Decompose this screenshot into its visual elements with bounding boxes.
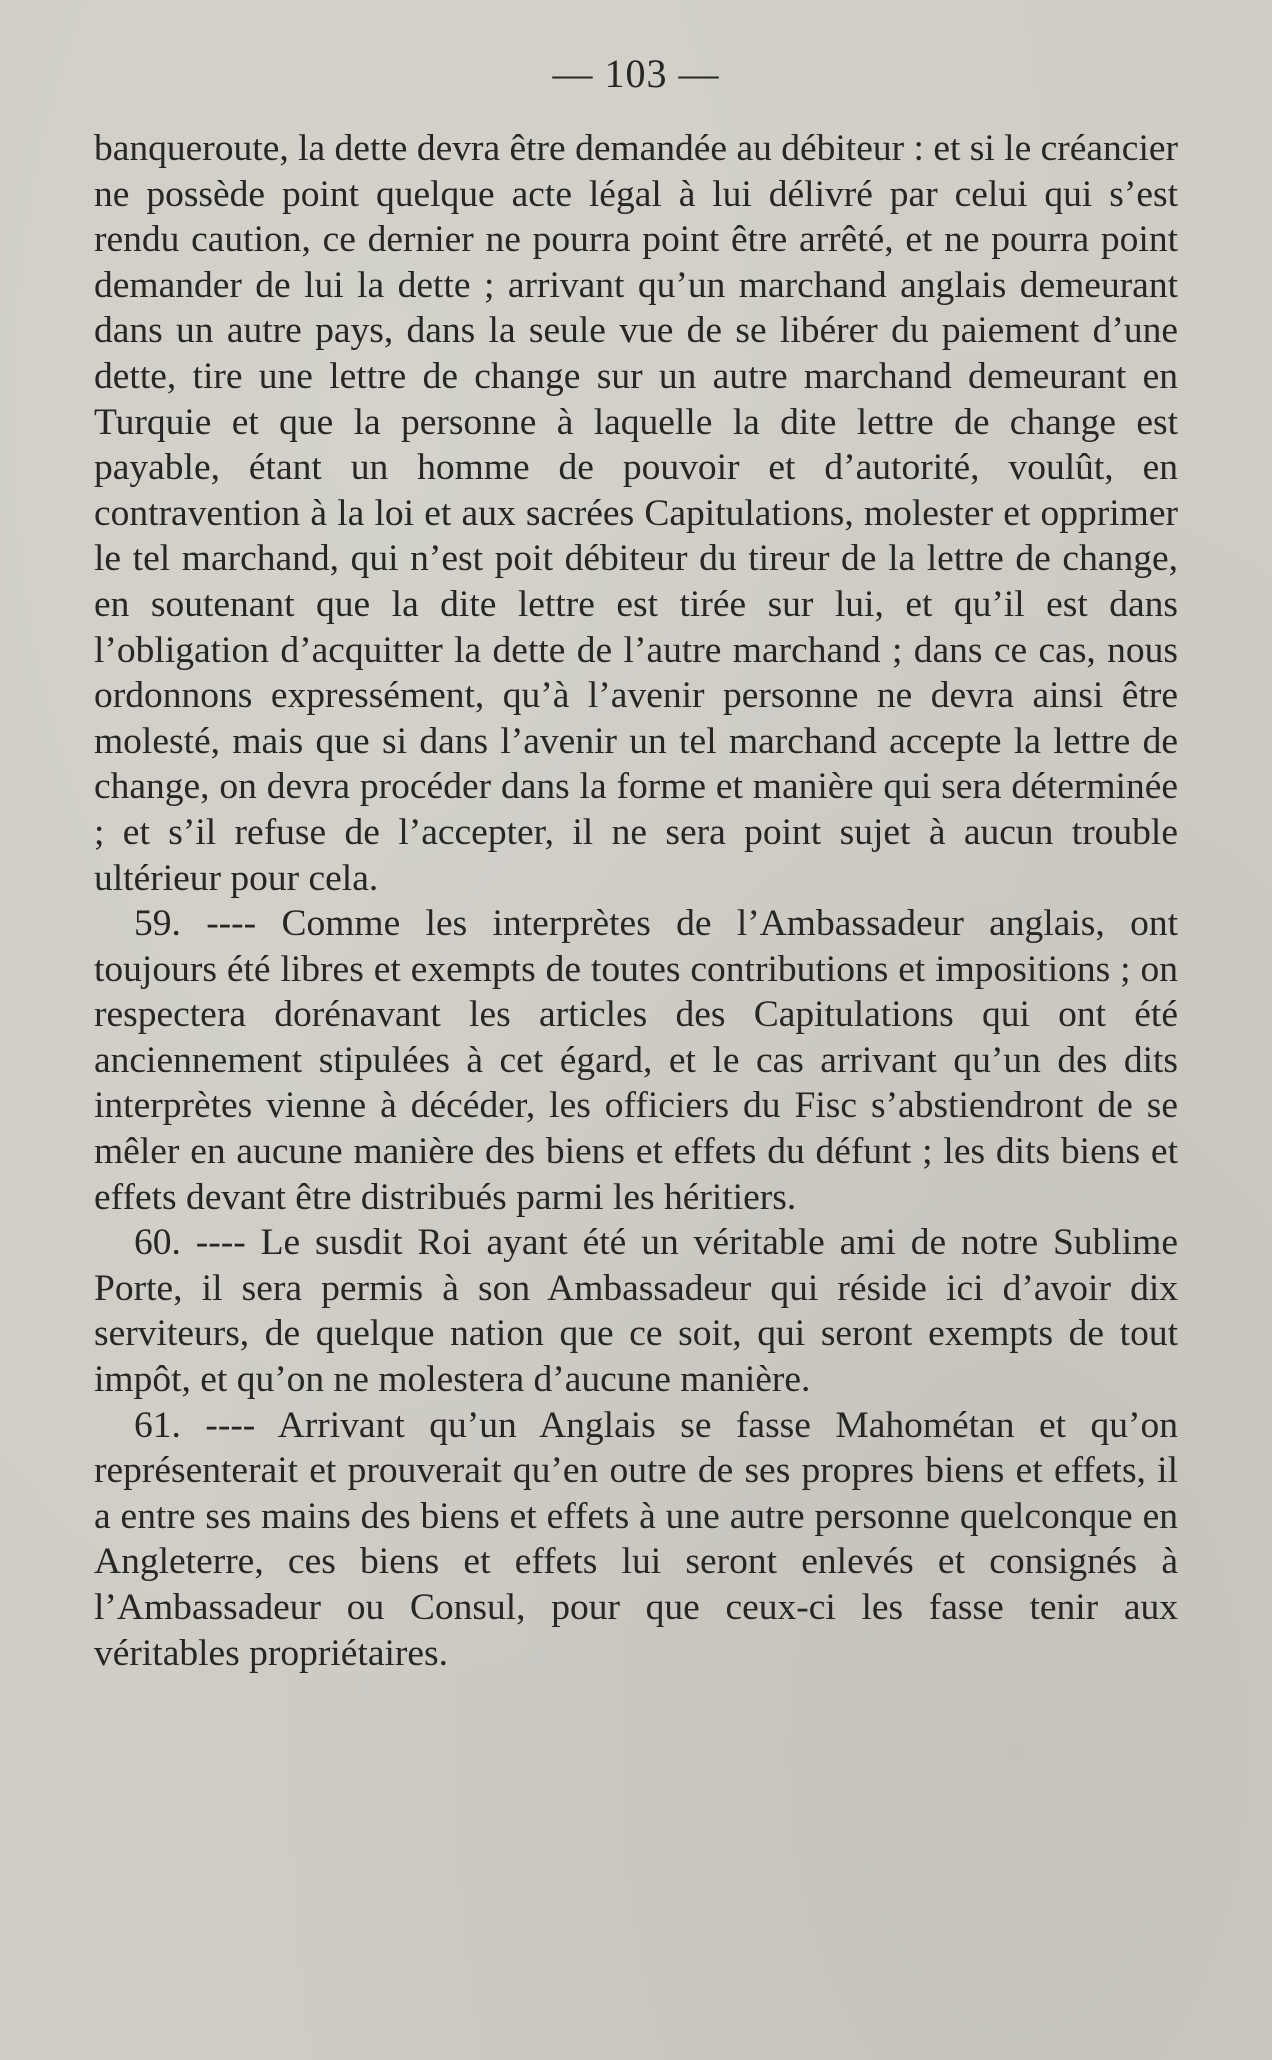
article-60: 60. ---- Le susdit Roi ayant été un véritable ami de notre Sublime Porte, il sera permis à son Ambassadeur qui réside ici d’avoir dix serviteurs, de quelque nation que ce soit, qui seront exempts de tout impôt, et qu’on ne molestera d’aucune manière. (94, 1222, 1178, 1401)
article-61: 61. ---- Arrivant qu’un Anglais se fasse Mahométan et qu’on représenterait et prouverait qu’en outre de ses propres biens et effets, il a entre ses mains des biens et effets à une autre personne quelconque en Angleterre, ces biens et effets lui seront enlevés et consignés à l’Ambassadeur ou Consul, pour que ceux-ci les fasse tenir aux véritables propriétaires. (94, 1404, 1178, 1674)
article-59: 59. ---- Comme les interprètes de l’Ambassadeur anglais, ont toujours été libres et exempts de toutes contributions et impositions ; on respectera dorénavant les articles des Capitulations qui ont été anciennement stipulées à cet égard, et le cas arrivant qu’un des dits interprètes vienne à décéder, les officiers du Fisc s’abstiendront de se mêler en aucune manière des biens et effets du défunt ; les dits biens et effets devant être distribués parmi les héritiers. (94, 903, 1178, 1218)
paragraph-continuation: banqueroute, la dette devra être demandée au débiteur : et si le créancier ne possède point quelque acte légal à lui délivré par celui qui s’est rendu caution, ce dernier ne pourra point être arrêté, et ne pourra point demander de lui la dette ; arrivant qu’un marchand anglais demeurant dans un autre pays, dans la seule vue de se libérer du paiement d’une dette, tire une lettre de change sur un autre marchand demeurant en Turquie et que la personne à laquelle la dite lettre de change est payable, étant un homme de pouvoir et d’autorité, voulût, en contravention à la loi et aux sacrées Capitulations, molester et opprimer le tel marchand, qui n’est poit débiteur du tireur de la lettre de change, en soutenant que la dite lettre est tirée sur lui, et qu’il est dans l’obligation d’acquitter la dette de l’autre marchand ; dans ce cas, nous ordonnons expressément, qu’à l’avenir personne ne devra ainsi être molesté, mais que si dans l’avenir un tel marchand accepte la lettre de change, on devra procéder dans la forme et manière qui sera déterminée ; et s’il refuse de l’accepter, il ne sera point sujet à aucun trouble ultérieur pour cela. (94, 128, 1178, 899)
page-body (94, 126, 1178, 1676)
page-number: — 103 — (552, 51, 720, 96)
